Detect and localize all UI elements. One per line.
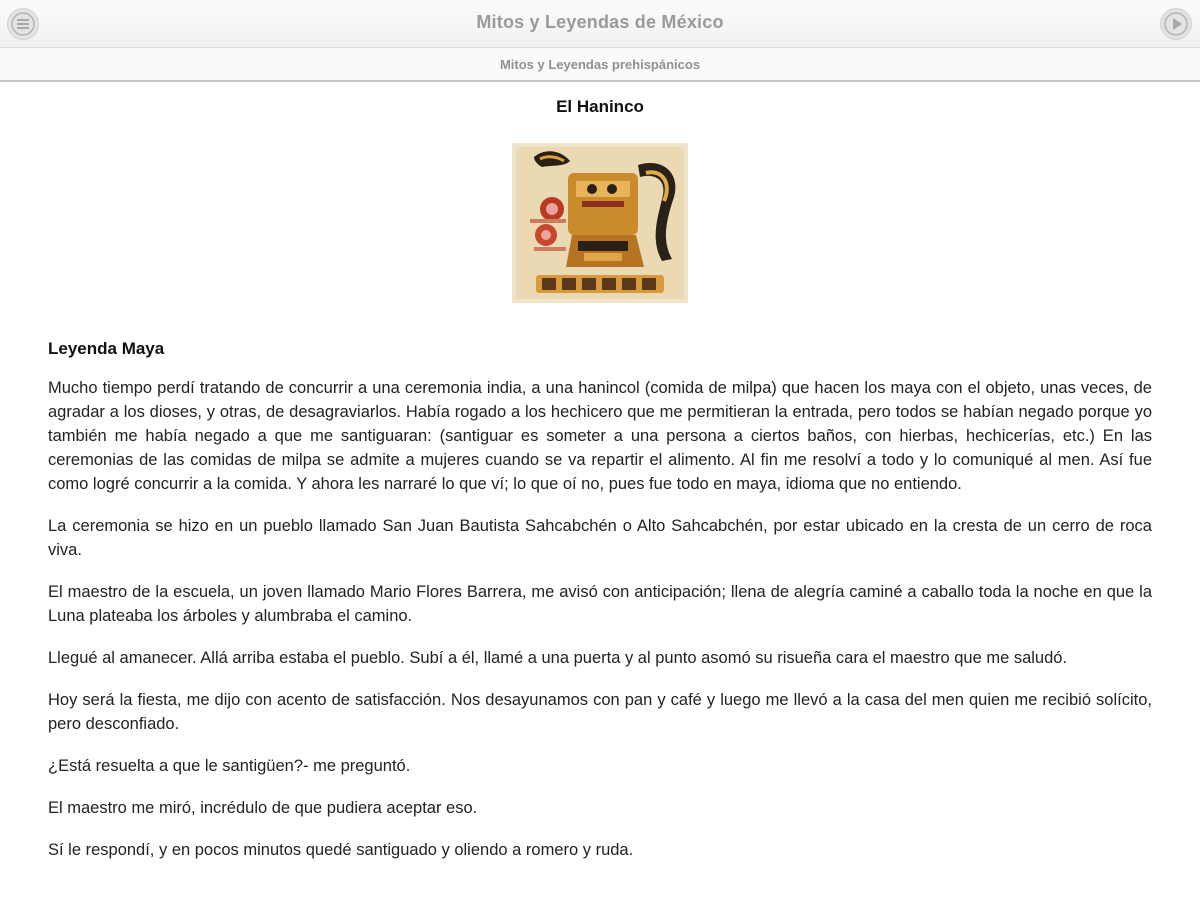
article-paragraph: ¿Está resuelta a que le santigüen?- me preguntó. [48,757,411,775]
article-paragraph: El maestro me miró, incrédulo de que pudiera aceptar eso. [48,799,478,817]
article-title: El Haninco [556,97,644,116]
article-paragraph: Llegué al amanecer. Allá arriba estaba el pueblo. Subí a él, llamé a una puerta y al punto asomó su risueña cara el maestro que me saludó. [48,649,1068,667]
app-title: Mitos y Leyendas de México [476,12,724,32]
article-paragraph: El maestro de la escuela, un joven llamado Mario Flores Barrera, me avisó con anticipación; llena de alegría caminé a caballo toda la noche en que la Luna plateaba los árboles y alumbraba el camino. [48,583,1152,625]
app-header [0,0,1200,48]
article-paragraph: La ceremonia se hizo en un pueblo llamado San Juan Bautista Sahcabchén o Alto Sahcabchén, por estar ubicado en la cresta de un cerro de roca viva. [48,517,1152,559]
article-paragraph: Mucho tiempo perdí tratando de concurrir a una ceremonia india, a una hanincol (comida de milpa) que hacen los maya con el objeto, unas veces, de agradar a los dioses, y otras, de desagraviarlos. Había rogado a los hechicero que me permitieran la entrada, pero todos se habían negado porque yo también me había negado a que me santiguaran: (santiguar es someter a una persona a ciertos baños, con hierbas, hechicerías, etc.) En las ceremonias de las comidas de milpa se admite a mujeres cuando se va repartir el alimento. Al fin me resolví a todo y lo comuniqué al men. Así fue como logré concurrir a la comida. Y ahora les narraré lo que ví; lo que oí no, pues fue todo en maya, idioma que no entiendo. [48,379,1152,493]
category-title: Mitos y Leyendas prehispánicos [499,57,701,72]
mayan-codex-image [512,143,688,303]
article-paragraph: Hoy será la fiesta, me dijo con acento de satisfacción. Nos desayunamos con pan y café y luego me llevó a la casa del men quien me recibió solícito, pero desconfiado. [48,691,1152,733]
play-forward-icon [1161,9,1191,39]
forward-button[interactable] [1160,8,1192,40]
article-content [48,82,1152,862]
category-bar [0,48,1200,82]
section-heading: Leyenda Maya [48,339,165,358]
article-paragraph: Sí le respondí, y en pocos minutos quedé santiguado y oliendo a romero y ruda. [48,841,634,859]
